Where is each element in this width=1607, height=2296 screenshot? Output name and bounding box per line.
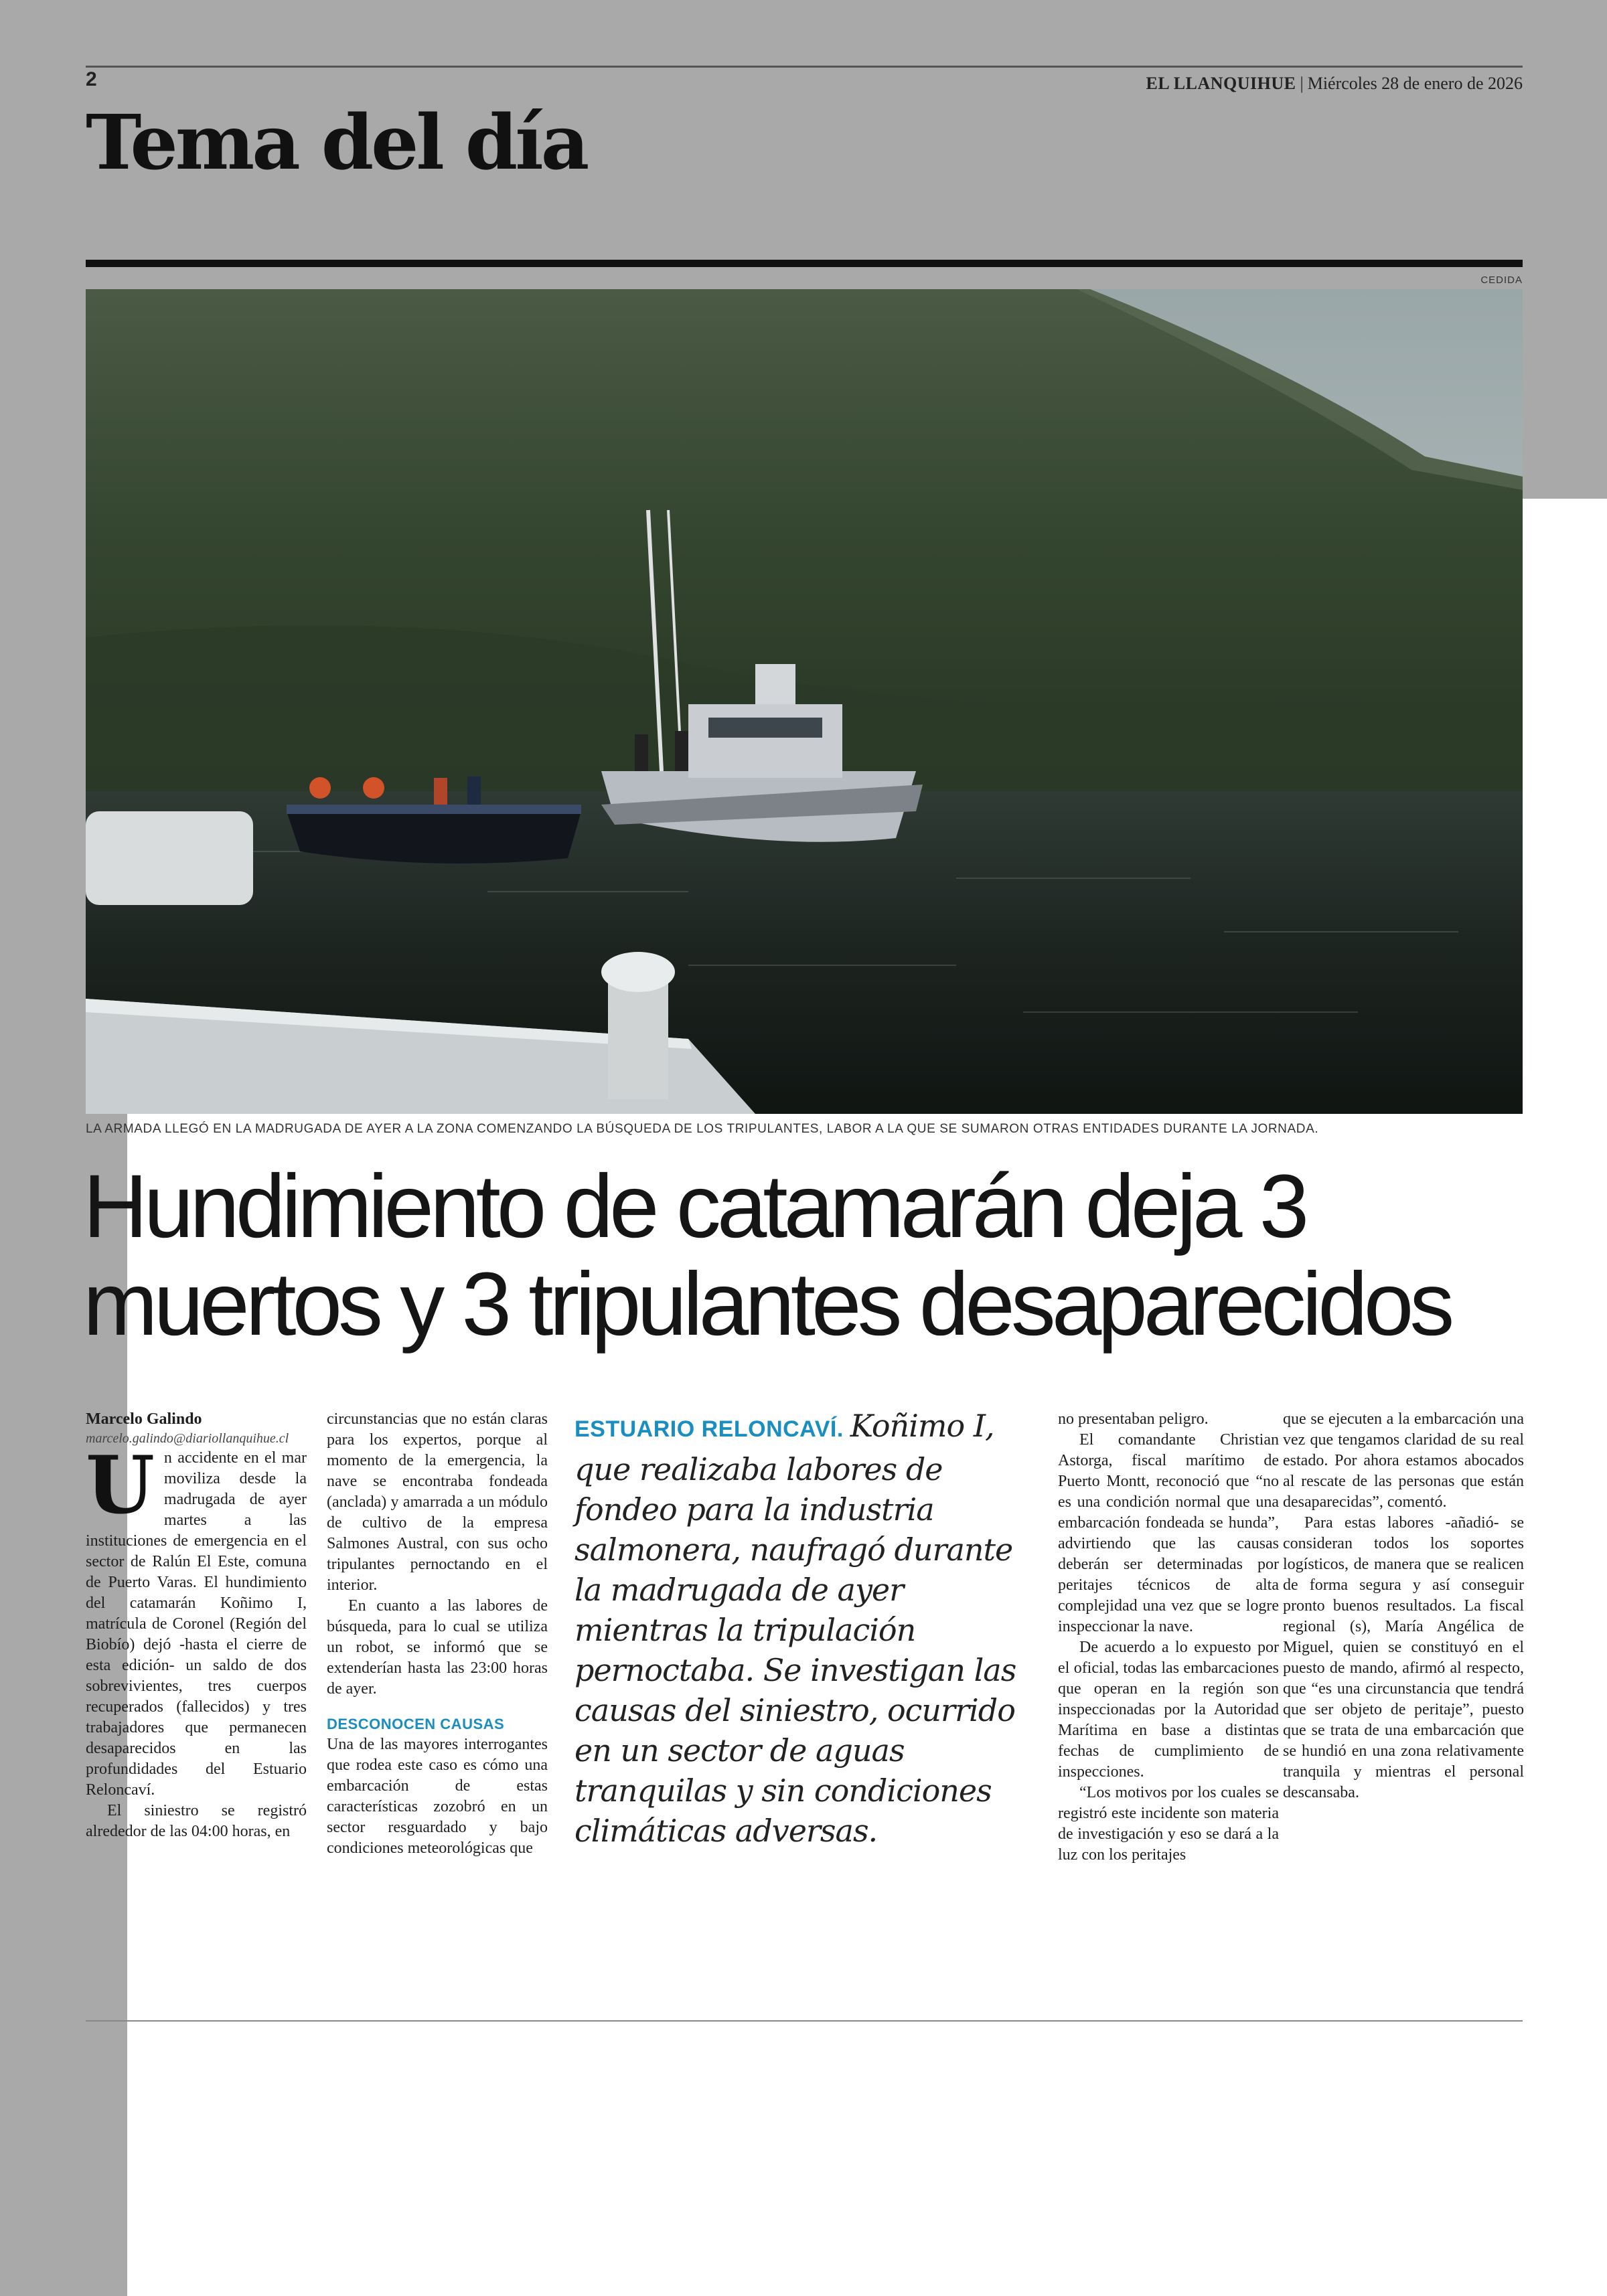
paragraph: Para estas labores -añadió- se consideran todos los soportes logísticos, de manera que se realicen de forma segura y así conseguir pronto buenos resultados. La fiscal regional (s), María Angélica de Miguel, quien se constituyó en el puesto de mando, afirmó al respecto, que “es una circunstancia que tendrá que ser objeto de peritaje”, puesto que se trata de una embarcación que se hundió en una zona relativamente tranquila y mientras el personal descansaba. bbox=[1283, 1514, 1524, 1801]
drop-cap: U bbox=[86, 1439, 155, 1532]
publication-name: EL LLANQUIHUE bbox=[1146, 74, 1296, 93]
column-4 bbox=[1058, 1409, 1279, 1866]
author-email: marcelo.galindo@diariollanquihue.cl bbox=[86, 1431, 289, 1446]
section-title: Tema del día bbox=[86, 99, 587, 187]
page-number: 2 bbox=[86, 68, 97, 90]
subhead: DESCONOCEN CAUSAS bbox=[327, 1716, 505, 1732]
headline-line-2: muertos y 3 tripulantes desaparecidos bbox=[83, 1254, 1451, 1354]
issue-date: Miércoles 28 de enero de 2026 bbox=[1307, 74, 1523, 93]
opening-text: n accidente en el mar moviliza desde la madrugada de ayer martes a las instituciones de emergencia en el sector de Ralún El Este, comuna de Puerto Varas. El hundimiento del catamarán Koñimo I, matrícula de Coronel (Región del Biobío) dejó -hasta el cierre de esta edición- un saldo de dos sobrevivientes, tres cuerpos recuperados (fallecidos) y tres trabajadores que permanecen desaparecidos en las profundidades del Estuario Reloncaví. bbox=[86, 1449, 307, 1799]
photo-credit: CEDIDA bbox=[1480, 274, 1523, 286]
column-1 bbox=[86, 1409, 307, 1842]
opening-paragraph bbox=[86, 1439, 307, 1801]
article-photo bbox=[86, 289, 1523, 1114]
masthead-separator: | bbox=[1300, 74, 1304, 93]
paragraph: En cuanto a las labores de búsqueda, para lo cual se utiliza un robot, se informó que se extenderían hasta las 23:00 horas de ayer. bbox=[327, 1597, 548, 1698]
photo-caption: LA ARMADA LLEGÓ EN LA MADRUGADA DE AYER A LA ZONA COMENZANDO LA BÚSQUEDA DE LOS TRIPULANTES, LABOR A LA QUE SE SUMARON OTRAS ENTIDADES DURANTE LA JORNADA. bbox=[86, 1122, 1319, 1136]
section-rule bbox=[86, 260, 1523, 267]
bottom-rule bbox=[86, 2020, 1523, 2022]
author-name: Marcelo Galindo bbox=[86, 1410, 202, 1428]
column-2 bbox=[327, 1409, 548, 1859]
headline bbox=[83, 1158, 1536, 1354]
paragraph: El siniestro se registró alrededor de las 04:00 horas, en bbox=[86, 1802, 307, 1840]
paragraph: no presentaban peligro. bbox=[1058, 1410, 1209, 1428]
headline-line-1: Hundimiento de catamarán deja 3 bbox=[83, 1157, 1306, 1256]
lede-kicker: ESTUARIO RELONCAVÍ. bbox=[575, 1416, 850, 1442]
top-rule bbox=[86, 66, 1523, 68]
paragraph: que se ejecuten a la embarcación una vez que tengamos claridad de su real estado. Por ahora estamos abocados al rescate de las personas que están desaparecidas”, comentó. bbox=[1283, 1410, 1524, 1511]
paragraph: De acuerdo a lo expuesto por el oficial, todas las embarcaciones que operan en la región son inspeccionadas por la Autoridad Marítima en base a distintas fechas de cumplimiento de inspecciones. bbox=[1058, 1639, 1279, 1781]
paragraph: circunstancias que no están claras para los expertos, porque al momento de la emergencia, la nave se encontraba fondeada (anclada) y amarrada a un módulo de cultivo de la empresa Salmones Austral, con sus ocho tripulantes pernoctando en el interior. bbox=[327, 1410, 548, 1594]
paragraph: El comandante Christian Astorga, fiscal marítimo de Puerto Montt, reconoció que “no es una condición normal que una embarcación fondeada se hunda”, advirtiendo que las causas deberán ser determinadas por peritajes técnicos de alta complejidad una vez que se logre inspeccionar la nave. bbox=[1058, 1431, 1279, 1635]
photo-illustration bbox=[86, 289, 1523, 1114]
paragraph: Una de las mayores interrogantes que rodea este caso es cómo una embarcación de estas características zozobró en un sector resguardado y bajo condiciones meteorológicas que bbox=[327, 1736, 548, 1857]
lede-text: Koñimo I, que realizaba labores de fondeo para la industria salmonera, naufragó durante la madrugada de ayer mientras la tripulación pernoctaba. Se investigan las causas del siniestro, ocurrido en un sector de aguas tranquilas y sin condiciones climáticas adversas. bbox=[575, 1408, 1016, 1849]
paragraph: “Los motivos por los cuales se registró este incidente son materia de investigación y eso se dará a la luz con los peritajes bbox=[1058, 1784, 1279, 1864]
masthead bbox=[1146, 74, 1523, 94]
lede-block bbox=[575, 1406, 1016, 1851]
column-5 bbox=[1283, 1409, 1524, 1803]
